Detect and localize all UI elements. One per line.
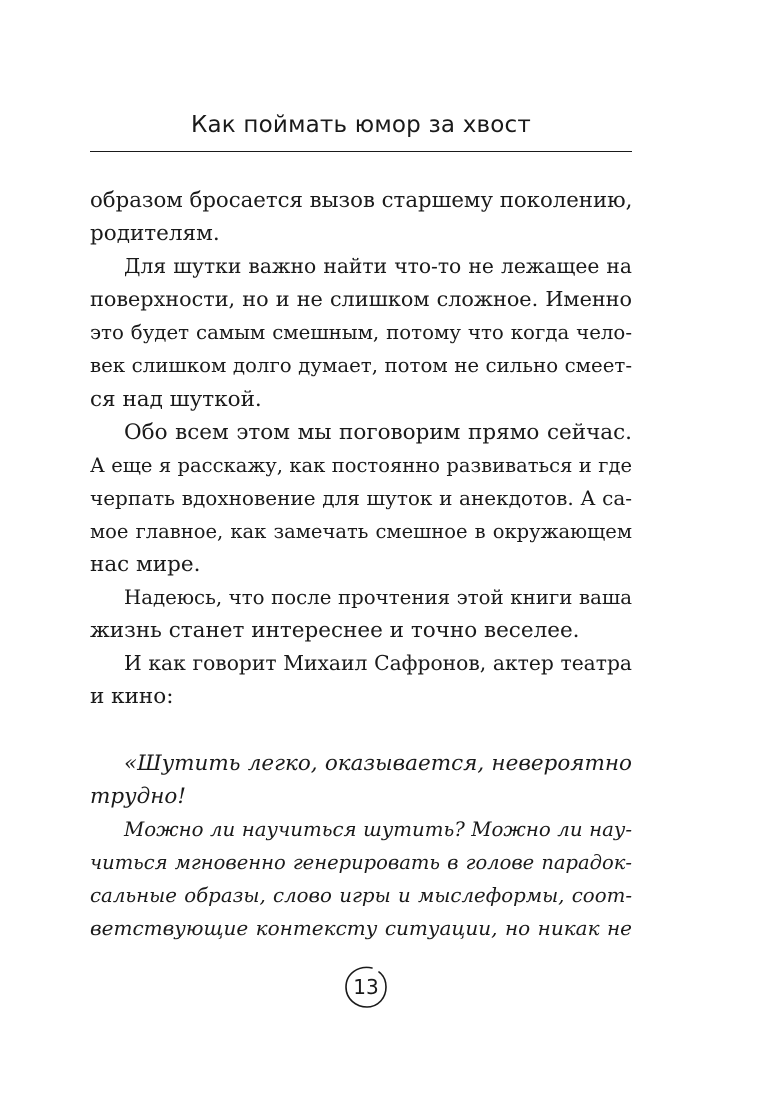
paragraph-4 [90, 581, 632, 647]
text-line: сальные образы, слово игры и мыслеформы, соот- [90, 883, 632, 907]
text-line: нас мире. [90, 552, 201, 578]
paragraph-2 [90, 250, 632, 415]
text-line: Надеюсь, что после прочтения этой книги ваша [124, 586, 632, 610]
page-number [342, 964, 390, 1010]
page-body [90, 184, 632, 945]
text-line: Обо всем этом мы поговорим прямо сейчас. [124, 419, 632, 445]
paragraph-5 [90, 647, 632, 713]
text-line: И как говорит Михаил Сафронов, актер театра [124, 651, 632, 676]
text-line: и кино: [90, 684, 174, 710]
header-rule [90, 151, 632, 152]
text-line: ся над шуткой. [90, 386, 262, 412]
text-line: мое главное, как замечать смешное в окружающем [90, 519, 632, 543]
text-line: Можно ли научиться шутить? Можно ли нау- [124, 817, 632, 841]
text-line: читься мгновенно генерировать в голове парадок- [90, 850, 632, 874]
text-line: поверхности, но и не слишком сложное. Именно [90, 287, 632, 312]
page-number-text: 13 [353, 975, 379, 999]
text-line: образом бросается вызов старшему поколению, [90, 188, 633, 213]
paragraph-1 [90, 184, 632, 250]
text-line: это будет самым смешным, потому что когда чело- [90, 321, 632, 345]
text-line: «Шутить легко, оказывается, невероятно [124, 750, 632, 776]
text-line: трудно! [90, 783, 186, 809]
text-line: век слишком долго думает, потом не сильно смеет- [90, 354, 632, 378]
blank-line [90, 714, 632, 747]
paragraph-3 [90, 416, 632, 581]
quote-paragraph-2 [90, 813, 632, 945]
text-line: А еще я расскажу, как постоянно развиваться и где [90, 453, 632, 477]
text-line: черпать вдохновение для шуток и анекдотов. А са- [90, 485, 632, 510]
text-line: родителям. [90, 221, 220, 247]
quote-paragraph-1 [90, 747, 632, 813]
running-head: Как поймать юмор за хвост [190, 112, 531, 138]
text-line: Для шутки важно найти что-то не лежащее на [124, 254, 632, 279]
text-line: жизнь станет интереснее и точно веселее. [90, 618, 580, 644]
text-line: ветствующие контексту ситуации, но никак не [90, 916, 632, 941]
